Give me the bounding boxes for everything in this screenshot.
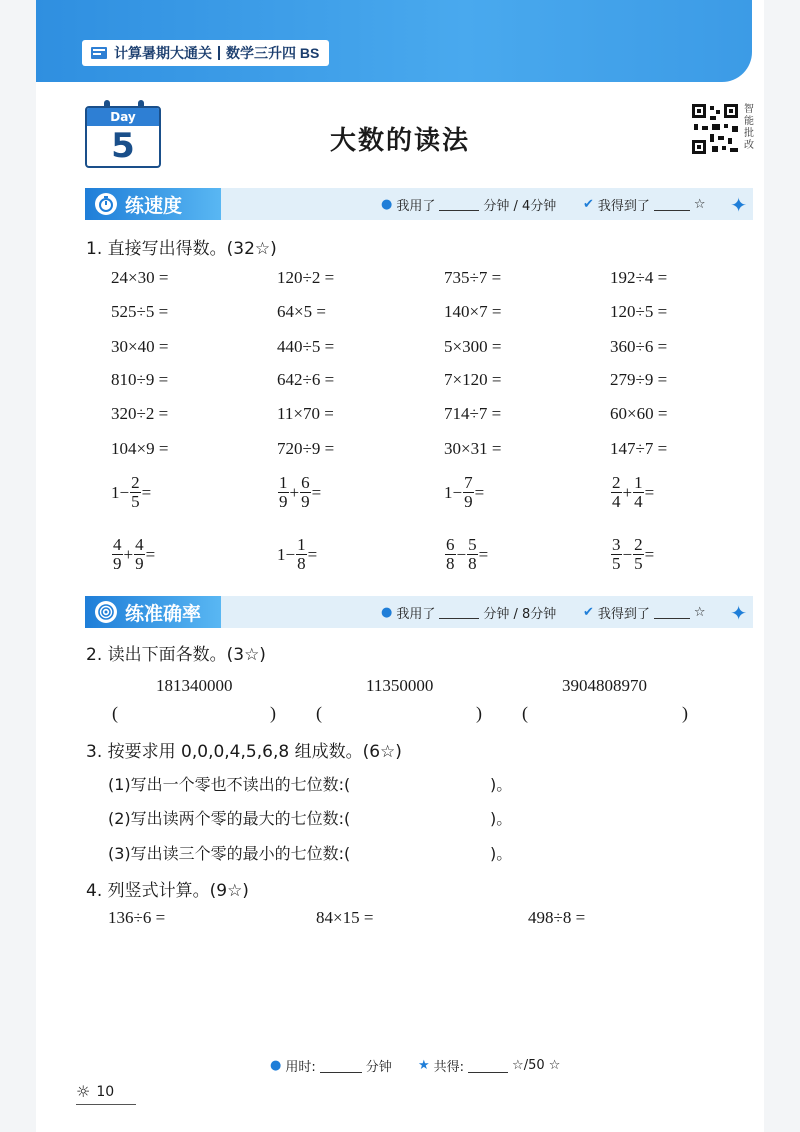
numerator: 4 xyxy=(113,535,122,554)
drop-icon: ● xyxy=(381,604,393,620)
whole-number: 1 xyxy=(444,482,453,502)
section-speed-header xyxy=(85,188,221,220)
footer-time-unit: 分钟 xyxy=(365,1060,392,1075)
time-used-stat xyxy=(381,188,556,220)
calc-item: 714÷7 = xyxy=(444,404,502,423)
denominator: 8 xyxy=(446,554,455,573)
equals-sign: = xyxy=(145,544,156,564)
operator: − xyxy=(119,482,130,502)
fraction xyxy=(130,474,141,511)
denominator: 5 xyxy=(634,554,643,573)
qr-code-icon[interactable] xyxy=(690,102,740,156)
numerator: 2 xyxy=(612,473,621,492)
calc-item: 140×7 = xyxy=(444,302,502,321)
calc-item: 360÷6 = xyxy=(610,337,668,356)
fraction xyxy=(296,536,307,573)
numerator: 4 xyxy=(135,535,144,554)
question-3-title: 3. 按要求用 0,0,0,4,5,6,8 组成数。(6☆) xyxy=(86,742,402,762)
day-label: Day xyxy=(87,108,159,126)
check-circle-icon: ✔ xyxy=(583,196,594,212)
page-number-block xyxy=(76,1082,114,1101)
numerator: 1 xyxy=(634,473,643,492)
denominator: 5 xyxy=(131,492,140,511)
equals-sign: = xyxy=(307,544,318,564)
denominator: 8 xyxy=(297,554,306,573)
equals-sign: = xyxy=(141,482,152,502)
denominator: 4 xyxy=(612,492,621,511)
question-1-title: 1. 直接写出得数。(32☆) xyxy=(86,239,277,259)
section-speed-bar xyxy=(85,188,753,220)
number-to-read: 11350000 xyxy=(366,676,434,695)
page-number-underline xyxy=(76,1104,136,1105)
denominator: 9 xyxy=(113,554,122,573)
answer-paren-close: ) xyxy=(476,703,482,723)
denominator: 5 xyxy=(612,554,621,573)
calc-item: 24×30 = xyxy=(111,268,169,287)
score-star: ☆ xyxy=(693,196,706,212)
numerator: 3 xyxy=(612,535,621,554)
calc-item: 7×120 = xyxy=(444,370,502,389)
time-used-label: 我用了 xyxy=(396,198,436,214)
subject-label: 数学三升四 BS xyxy=(226,45,320,61)
fraction-expression xyxy=(111,474,151,511)
sun-icon: ☼ xyxy=(76,1082,91,1101)
calc-item: 104×9 = xyxy=(111,439,169,458)
fraction xyxy=(467,536,478,573)
answer-paren-open: ( xyxy=(316,703,322,723)
book-icon xyxy=(90,46,108,60)
answer-paren-close: ) xyxy=(270,703,276,723)
calc-item: 5×300 = xyxy=(444,337,502,356)
fraction xyxy=(463,474,474,511)
equals-sign: = xyxy=(644,544,655,564)
calc-item: 735÷7 = xyxy=(444,268,502,287)
fraction-expression xyxy=(444,536,488,573)
answer-paren-close: ) xyxy=(682,703,688,723)
operator: + xyxy=(622,482,633,502)
denominator: 4 xyxy=(634,492,643,511)
numerator: 6 xyxy=(301,473,310,492)
calc-item: 192÷4 = xyxy=(610,268,668,287)
calc-item: 320÷2 = xyxy=(111,404,169,423)
series-title: 计算暑期大通关 xyxy=(114,46,212,62)
q3-item-end: )。 xyxy=(490,775,513,794)
fraction-expression xyxy=(610,536,654,573)
time-used-stat xyxy=(381,596,556,628)
numerator: 2 xyxy=(634,535,643,554)
operator: − xyxy=(622,544,633,564)
numerator: 1 xyxy=(279,473,288,492)
time-used-suffix: 分钟 / 8分钟 xyxy=(483,606,557,622)
calc-item: 11×70 = xyxy=(277,404,334,423)
section-speed-label: 练速度 xyxy=(125,194,183,217)
calc-item: 720÷9 = xyxy=(277,439,335,458)
section-accuracy-header xyxy=(85,596,221,628)
score-blank[interactable] xyxy=(654,197,690,211)
fraction xyxy=(112,536,123,573)
star-burst-icon: ✦ xyxy=(730,601,747,625)
answer-paren-open: ( xyxy=(112,703,118,723)
calc-item: 279÷9 = xyxy=(610,370,668,389)
footer-time-label: 用时: xyxy=(285,1060,316,1075)
calc-item: 120÷5 = xyxy=(610,302,668,321)
stopwatch-icon xyxy=(95,193,117,215)
star-icon: ★ xyxy=(418,1058,430,1073)
q3-item-text: (3)写出读三个零的最小的七位数:( xyxy=(108,844,351,863)
footer-total-suffix: ☆/50 ☆ xyxy=(512,1058,561,1073)
drop-icon: ● xyxy=(381,196,393,212)
day-number: 5 xyxy=(111,126,135,166)
equals-sign: = xyxy=(474,482,485,502)
score-blank[interactable] xyxy=(654,605,690,619)
page-number: 10 xyxy=(96,1083,115,1100)
section-accuracy-label: 练准确率 xyxy=(125,602,202,625)
score-star: ☆ xyxy=(693,604,706,620)
score-label: 我得到了 xyxy=(597,198,650,214)
number-to-read: 3904808970 xyxy=(562,676,647,695)
footer-time xyxy=(270,1056,392,1075)
fraction xyxy=(445,536,456,573)
clock-icon: ● xyxy=(270,1058,282,1073)
footer-total-label: 共得: xyxy=(433,1060,465,1075)
time-used-blank[interactable] xyxy=(439,197,479,211)
denominator: 8 xyxy=(468,554,477,573)
denominator: 9 xyxy=(135,554,144,573)
q3-item-text: (1)写出一个零也不读出的七位数:( xyxy=(108,775,351,794)
operator: + xyxy=(289,482,300,502)
operator: + xyxy=(123,544,134,564)
time-used-blank[interactable] xyxy=(439,605,479,619)
fraction-expression xyxy=(444,474,484,511)
calc-item: 642÷6 = xyxy=(277,370,335,389)
numerator: 2 xyxy=(131,473,140,492)
denominator: 9 xyxy=(279,492,288,511)
vertical-calc-item: 84×15 = xyxy=(316,908,374,927)
calc-item: 440÷5 = xyxy=(277,337,335,356)
star-burst-icon: ✦ xyxy=(730,193,747,217)
fraction xyxy=(134,536,145,573)
q3-item-text: (2)写出读两个零的最大的七位数:( xyxy=(108,809,351,828)
operator: − xyxy=(452,482,463,502)
score-label: 我得到了 xyxy=(597,606,650,622)
numerator: 7 xyxy=(464,473,473,492)
fraction xyxy=(611,536,622,573)
fraction xyxy=(633,536,644,573)
vertical-calc-item: 136÷6 = xyxy=(108,908,166,927)
operator: − xyxy=(285,544,296,564)
fraction-expression xyxy=(277,536,317,573)
score-stat xyxy=(583,596,706,628)
q3-item-end: )。 xyxy=(490,844,513,863)
fraction xyxy=(278,474,289,511)
equals-sign: = xyxy=(644,482,655,502)
calc-item: 810÷9 = xyxy=(111,370,169,389)
fraction xyxy=(300,474,311,511)
calc-item: 60×60 = xyxy=(610,404,668,423)
whole-number: 1 xyxy=(277,544,286,564)
check-circle-icon: ✔ xyxy=(583,604,594,620)
fraction-expression xyxy=(277,474,321,511)
banner-divider xyxy=(218,46,220,60)
calc-item: 30×40 = xyxy=(111,337,169,356)
denominator: 9 xyxy=(464,492,473,511)
whole-number: 1 xyxy=(111,482,120,502)
question-2-title: 2. 读出下面各数。(3☆) xyxy=(86,645,266,665)
target-icon xyxy=(95,601,117,623)
q3-item-end: )。 xyxy=(490,809,513,828)
page-title: 大数的读法 xyxy=(329,126,470,156)
time-used-suffix: 分钟 / 4分钟 xyxy=(483,198,557,214)
fraction-expression xyxy=(610,474,654,511)
calc-item: 30×31 = xyxy=(444,439,502,458)
fraction xyxy=(633,474,644,511)
footer-time-blank[interactable] xyxy=(320,1059,362,1073)
footer-total xyxy=(418,1056,560,1075)
numerator: 1 xyxy=(297,535,306,554)
footer-total-blank[interactable] xyxy=(468,1059,508,1073)
section-accuracy-bar xyxy=(85,596,753,628)
time-used-label: 我用了 xyxy=(396,606,436,622)
numerator: 6 xyxy=(446,535,455,554)
number-to-read: 181340000 xyxy=(156,676,233,695)
calc-item: 64×5 = xyxy=(277,302,326,321)
fraction-expression xyxy=(111,536,155,573)
banner-tab xyxy=(82,40,329,66)
calc-item: 147÷7 = xyxy=(610,439,668,458)
numerator: 5 xyxy=(468,535,477,554)
fraction xyxy=(611,474,622,511)
answer-paren-open: ( xyxy=(522,703,528,723)
question-4-title: 4. 列竖式计算。(9☆) xyxy=(86,881,249,901)
score-stat xyxy=(583,188,706,220)
calc-item: 525÷5 = xyxy=(111,302,169,321)
operator: − xyxy=(456,544,467,564)
equals-sign: = xyxy=(478,544,489,564)
equals-sign: = xyxy=(311,482,322,502)
vertical-calc-item: 498÷8 = xyxy=(528,908,586,927)
calc-item: 120÷2 = xyxy=(277,268,335,287)
denominator: 9 xyxy=(301,492,310,511)
qr-side-label: 智能批改 xyxy=(744,104,754,151)
